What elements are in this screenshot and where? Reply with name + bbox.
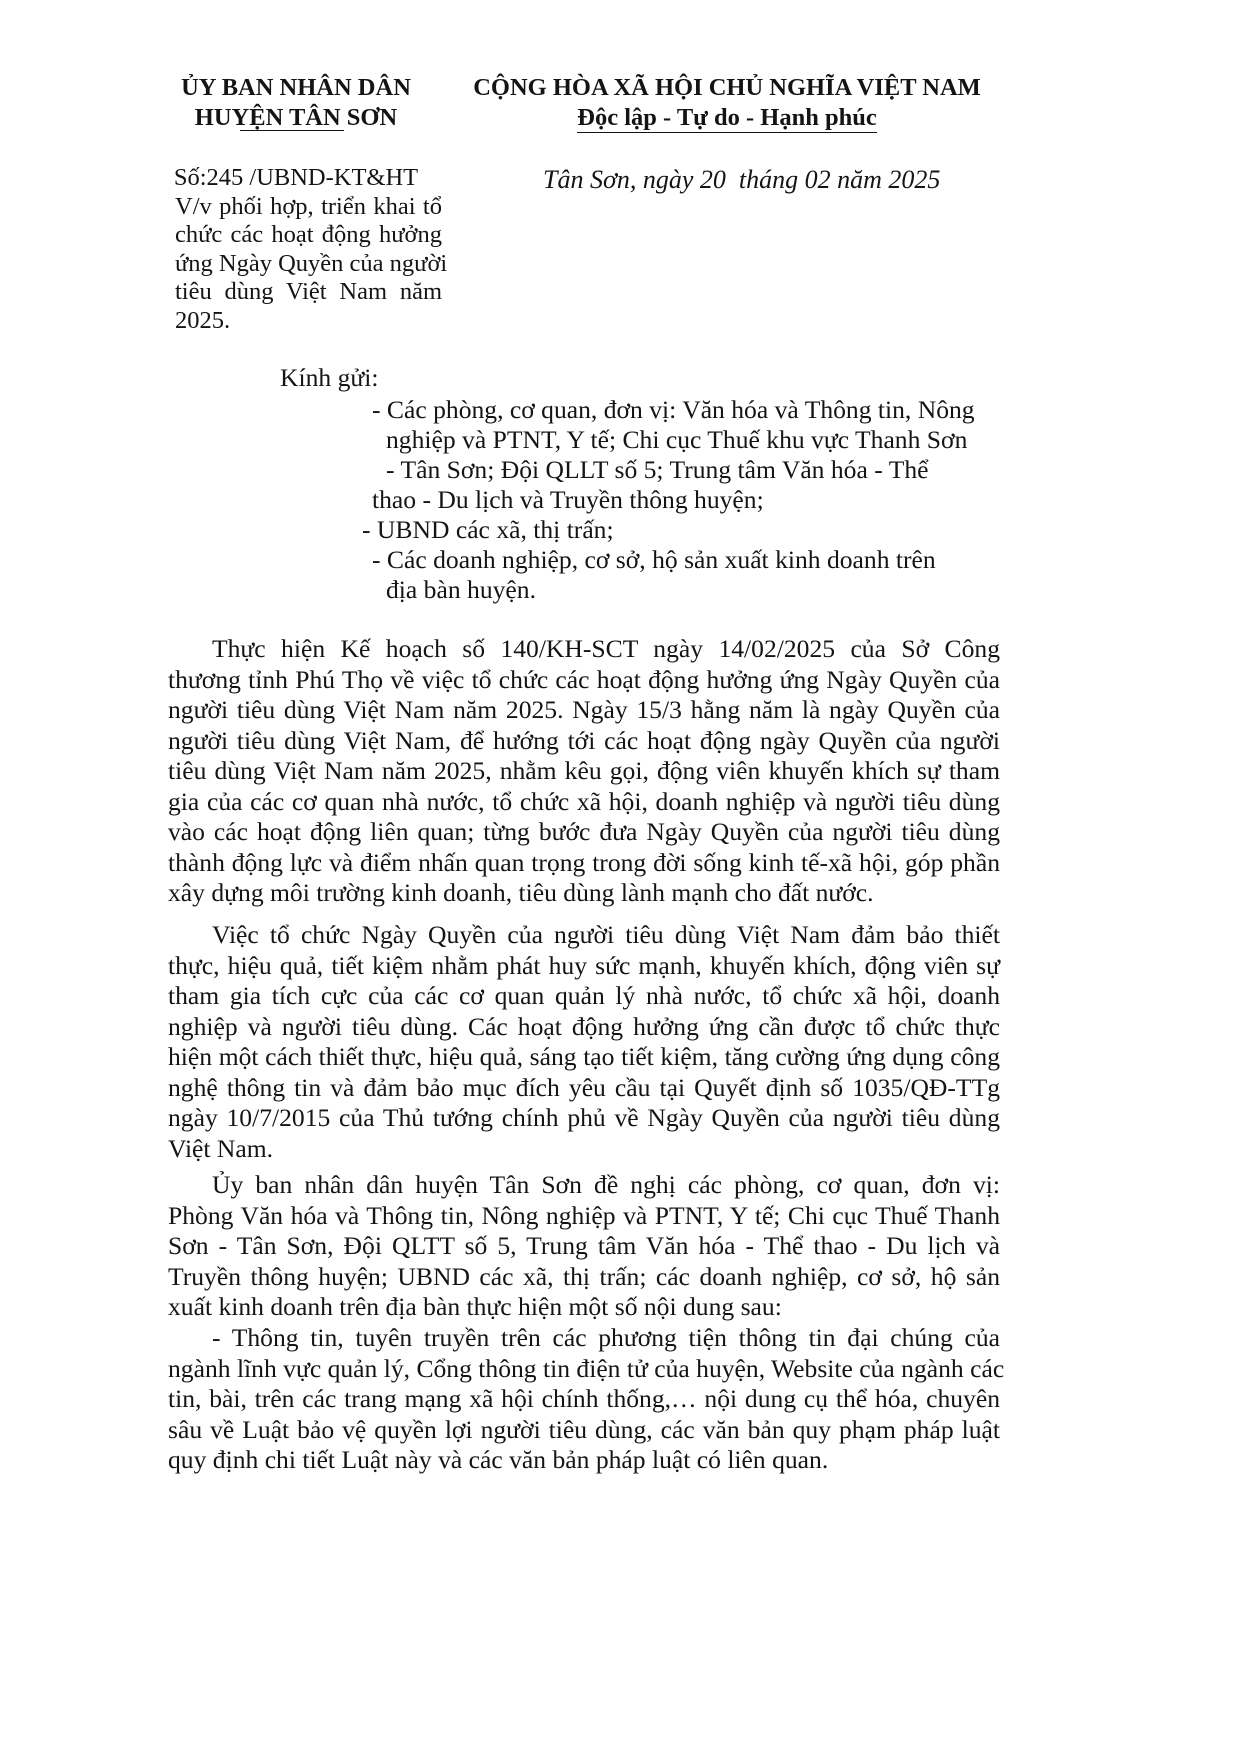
body-paragraph-4 xyxy=(168,1323,1005,1476)
recipients-label: Kính gửi: xyxy=(280,363,379,392)
paragraph-line: thương tỉnh Phú Thọ về việc tổ chức các hoạt động hưởng ứng Ngày Quyền của xyxy=(168,664,1000,694)
paragraph-line: Việt Nam. xyxy=(168,1133,274,1163)
body-paragraph-2 xyxy=(168,920,1000,1164)
agency-name-line: HUYỆN TÂN SƠN xyxy=(194,104,398,131)
paragraph-line: tin, bài, trên các trang mạng xã hội chính thống,… nội dung cụ thể hóa, chuyên xyxy=(168,1384,1000,1413)
subject-line: V/v phối hợp, triển khai tổ xyxy=(175,192,442,220)
paragraph-line: vào các hoạt động liên quan; từng bước đưa Ngày Quyền của người tiêu dùng xyxy=(168,817,1000,846)
subject-line: chức các hoạt động hưởng xyxy=(175,221,442,248)
agency-underline xyxy=(240,130,344,131)
national-title: CỘNG HÒA XÃ HỘI CHỦ NGHĨA VIỆT NAM xyxy=(473,74,981,101)
paragraph-line: quy định chi tiết Luật này và các văn bản pháp luật có liên quan. xyxy=(168,1445,829,1474)
body-paragraph-1 xyxy=(168,634,1000,909)
paragraph-line: xuất kinh doanh trên địa bàn thực hiện một số nội dung sau: xyxy=(168,1292,782,1321)
paragraph-line: Việc tổ chức Ngày Quyền của người tiêu dùng Việt Nam đảm bảo thiết xyxy=(212,920,1000,949)
agency-header xyxy=(150,73,442,133)
document-number: Số:245 /UBND-KT&HT xyxy=(173,164,419,191)
body-paragraph-3 xyxy=(168,1170,1000,1323)
paragraph-line: Ủy ban nhân dân huyện Tân Sơn đề nghị các phòng, cơ quan, đơn vị: xyxy=(212,1170,1000,1199)
paragraph-line: nghệ thông tin và đảm bảo mục đích yêu cầu tại Quyết định số 1035/QĐ-TTg xyxy=(168,1072,1000,1102)
paragraph-line: Truyền thông huyện; UBND các xã, thị trấn; các doanh nghiệp, cơ sở, hộ sản xyxy=(168,1261,1000,1291)
recipient-line: địa bàn huyện. xyxy=(386,575,536,604)
paragraph-line: thành động lực và điểm nhấn quan trọng trong đời sống kinh tế-xã hội, góp phần xyxy=(168,847,1000,877)
recipient-line: - UBND các xã, thị trấn; xyxy=(362,515,614,544)
subject-line: ứng Ngày Quyền của người xyxy=(175,249,448,277)
paragraph-line: nghiệp và người tiêu dùng. Các hoạt động hưởng ứng cần được tổ chức thực xyxy=(168,1011,1000,1041)
agency-name-line: ỦY BAN NHÂN DÂN xyxy=(181,74,411,101)
paragraph-line: tiêu dùng Việt Nam năm 2025, nhằm kêu gọi, động viên khuyến khích sự tham xyxy=(168,756,1000,785)
paragraph-line: Phòng Văn hóa và Thông tin, Nông nghiệp và PTNT, Y tế; Chi cục Thuế Thanh xyxy=(168,1200,1000,1230)
paragraph-line: gia của các cơ quan nhà nước, tổ chức xã hội, doanh nghiệp và người tiêu dùng xyxy=(168,786,1000,816)
paragraph-line: sâu về Luật bảo vệ quyền lợi người tiêu dùng, các văn bản quy phạm pháp luật xyxy=(168,1414,1000,1444)
recipient-line: - Tân Sơn; Đội QLLT số 5; Trung tâm Văn hóa - Thể xyxy=(386,455,929,484)
paragraph-line: ngày 10/7/2015 của Thủ tướng chính phủ về Ngày Quyền của người tiêu dùng xyxy=(168,1103,1000,1132)
paragraph-line: xây dựng môi trường kinh doanh, tiêu dùng lành mạnh cho đất nước. xyxy=(168,878,874,907)
national-motto: Độc lập - Tự do - Hạnh phúc xyxy=(577,104,877,131)
recipients-list xyxy=(0,395,1100,605)
document-reference xyxy=(150,164,448,335)
paragraph-line: tham gia tích cực của các cơ quan quản lý nhà nước, tổ chức xã hội, doanh xyxy=(168,981,1000,1010)
national-header xyxy=(447,73,1007,133)
paragraph-line: người tiêu dùng Việt Nam, để hướng tới các hoạt động ngày Quyền của người xyxy=(168,725,1000,755)
paragraph-line: Thực hiện Kế hoạch số 140/KH-SCT ngày 14/02/2025 của Sở Công xyxy=(212,634,1000,663)
recipient-line: nghiệp và PTNT, Y tế; Chi cục Thuế khu vực Thanh Sơn xyxy=(386,425,968,454)
paragraph-line: - Thông tin, tuyên truyền trên các phương tiện thông tin đại chúng của xyxy=(212,1323,1000,1352)
paragraph-line: thực, hiệu quả, tiết kiệm nhằm phát huy sức mạnh, khuyến khích, động viên sự xyxy=(168,950,1000,980)
subject-line: 2025. xyxy=(175,306,231,334)
recipient-line: - Các phòng, cơ quan, đơn vị: Văn hóa và Thông tin, Nông xyxy=(372,395,975,424)
subject-line: tiêu dùng Việt Nam năm xyxy=(175,278,442,305)
paragraph-line: Sơn - Tân Sơn, Đội QLTT số 5, Trung tâm Văn hóa - Thể thao - Du lịch và xyxy=(168,1231,1000,1260)
paragraph-line: hiện một cách thiết thực, hiệu quả, sáng tạo tiết kiệm, tăng cường ứng dụng công xyxy=(168,1042,1000,1071)
document-subject xyxy=(175,192,448,336)
place-and-date: Tân Sơn, ngày 20 tháng 02 năm 2025 xyxy=(543,165,941,194)
paragraph-line: người tiêu dùng Việt Nam năm 2025. Ngày 15/3 hằng năm là ngày Quyền của xyxy=(168,695,1000,724)
recipient-line: - Các doanh nghiệp, cơ sở, hộ sản xuất kinh doanh trên xyxy=(372,545,936,574)
paragraph-line: ngành lĩnh vực quản lý, Cổng thông tin điện tử của huyện, Website của ngành các xyxy=(168,1353,1005,1383)
recipient-line: thao - Du lịch và Truyền thông huyện; xyxy=(372,485,764,514)
